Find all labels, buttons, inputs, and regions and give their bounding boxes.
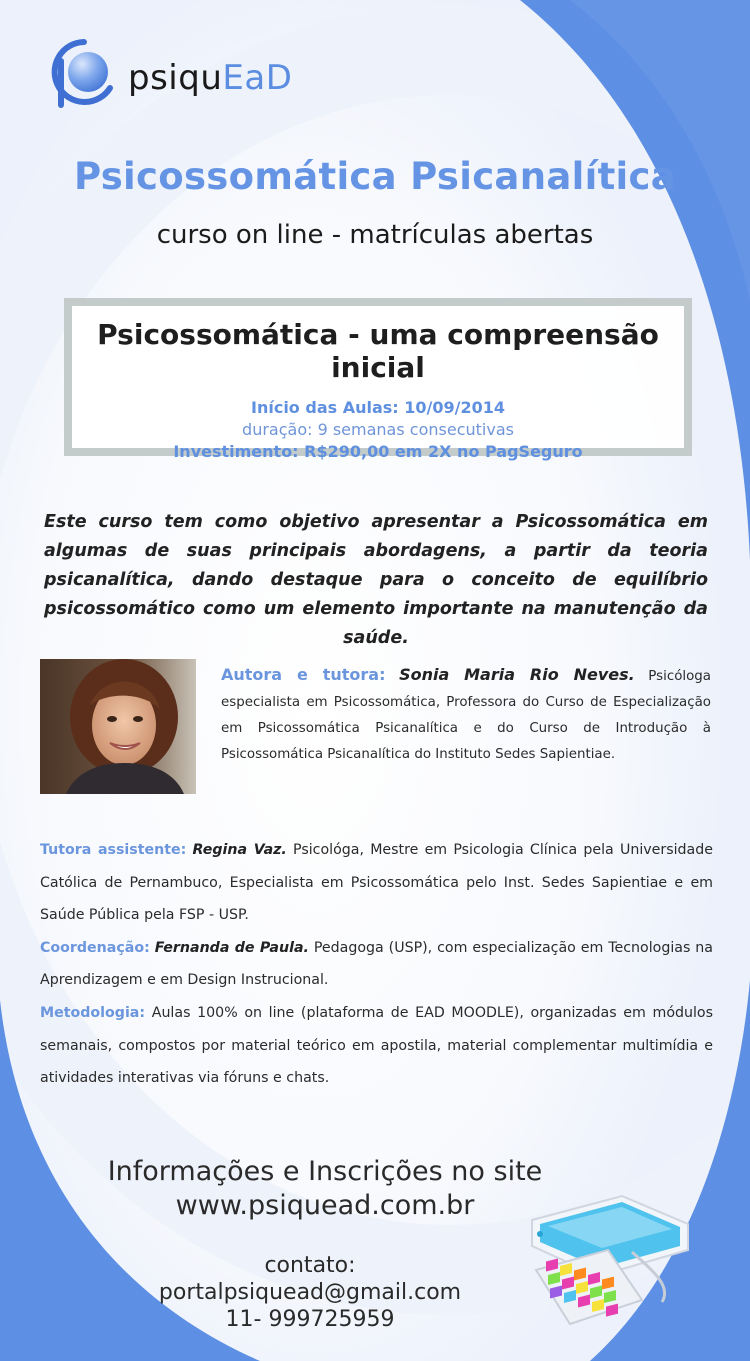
course-start-date: Início das Aulas: 10/09/2014 <box>251 398 505 417</box>
brand-name-dark: psiqu <box>128 58 223 98</box>
page-title: Psicossomática Psicanalítica <box>73 155 677 198</box>
computer-keyboard-icon <box>512 1190 698 1330</box>
contact-label: contato: <box>264 1253 356 1278</box>
course-info-box <box>64 298 692 461</box>
course-title: Psicossomática - uma compreensão inicial <box>97 318 659 384</box>
assistant-name: Regina Vaz. <box>192 842 287 858</box>
course-duration: duração: 9 semanas consecutivas <box>242 420 514 439</box>
contact-email[interactable]: portalpsiquead@gmail.com <box>158 1280 462 1305</box>
registration-heading: Informações e Inscrições no site <box>107 1156 543 1187</box>
assistant-bio: Psicológa, Mestre em Psicologia Clínica pela Universidade Católica de Pernambuco, Especialista em Psicossomática pelo Inst. Sedes Sapientiae e em Saúde Pública pela FSP - USP. <box>40 842 713 924</box>
methodology-label: Metodologia: <box>40 1004 146 1021</box>
brand-logo[interactable] <box>50 38 310 118</box>
contact-info <box>120 1252 500 1333</box>
author-name: Sonia Maria Rio Neves. <box>399 665 635 684</box>
registration-info <box>60 1155 590 1223</box>
coordination-bio: Pedagoga (USP), com especialização em Tecnologias na Aprendizagem e em Design Instrucional. <box>40 939 713 989</box>
coordination-label: Coordenação: <box>40 939 150 956</box>
assistant-paragraph <box>40 834 713 932</box>
page-subtitle: curso on line - matrículas abertas <box>156 220 594 250</box>
author-label: Autora e tutora: <box>221 665 386 684</box>
brand-name-accent: EaD <box>222 58 293 98</box>
course-description: Este curso tem como objetivo apresentar a Psicossomática em algumas de suas principais abordagens, a partir da teoria psicanalítica, dando destaque para o conceito de equilíbrio psicossomático como um elemento importante na manutenção da saúde. <box>44 512 708 648</box>
course-price: Investimento: R$290,00 em 2X no PagSeguro <box>173 442 583 461</box>
coordination-name: Fernanda de Paula. <box>154 939 309 956</box>
website-link[interactable]: www.psiquead.com.br <box>175 1190 475 1221</box>
contact-phone[interactable]: 11- 999725959 <box>225 1307 395 1332</box>
methodology-paragraph <box>40 997 713 1095</box>
author-section <box>221 662 711 768</box>
assistant-label: Tutora assistente: <box>40 842 187 858</box>
brand-name <box>128 58 292 98</box>
author-photo <box>40 659 196 794</box>
psiquead-logo-icon <box>50 38 118 112</box>
methodology-text: Aulas 100% on line (plataforma de EAD MOODLE), organizadas em módulos semanais, compostos por material teórico em apostila, material complementar multimídia e atividades interativas via fóruns e chats. <box>40 1004 714 1087</box>
author-bio: Psicóloga especialista em Psicossomática, Professora do Curso de Especialização em Psicossomática Psicanalítica e do Curso de Introdução à Psicossomática Psicanalítica do Instituto Sedes Sapientiae. <box>221 669 712 762</box>
course-details <box>40 834 713 1095</box>
coordination-paragraph <box>40 932 713 997</box>
